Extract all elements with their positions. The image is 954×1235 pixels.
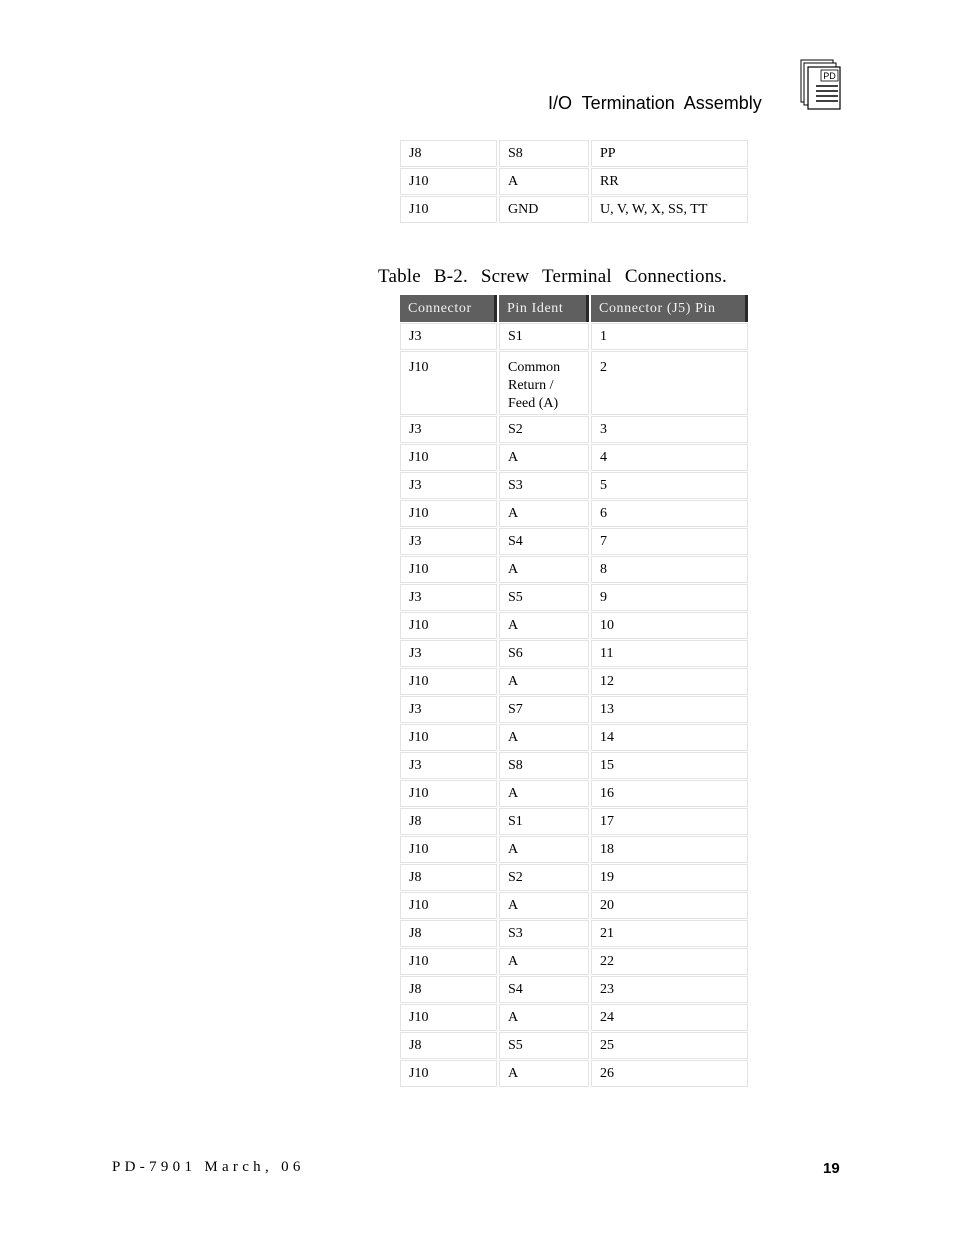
connector-cell: J10 — [400, 892, 497, 919]
pin-cell: 2 — [591, 351, 748, 415]
table-caption: Table B-2. Screw Terminal Connections. — [378, 266, 727, 287]
pd-document-logo — [800, 59, 842, 111]
pin-ident-cell: A — [499, 780, 589, 807]
table-row — [400, 1004, 748, 1031]
connector-cell: J10 — [400, 1004, 497, 1031]
screw-terminal-connections-table — [398, 294, 750, 1088]
connector-cell: J8 — [400, 864, 497, 891]
connector-cell: J3 — [400, 472, 497, 499]
table-row — [400, 976, 748, 1003]
pin-cell: 21 — [591, 920, 748, 947]
table-row — [400, 1032, 748, 1059]
pin-ident-cell: A — [499, 724, 589, 751]
pin-ident-cell: Common Return / Feed (A) — [499, 351, 589, 415]
pin-cell: 16 — [591, 780, 748, 807]
table-row — [400, 351, 748, 415]
table-row — [400, 472, 748, 499]
pin-ident-cell: A — [499, 444, 589, 471]
table-row — [400, 808, 748, 835]
pin-cell: 14 — [591, 724, 748, 751]
connector-cell: J8 — [400, 976, 497, 1003]
table-row — [400, 323, 748, 350]
connector-cell: J3 — [400, 584, 497, 611]
continued-connections-table — [398, 139, 750, 224]
pin-cell: U, V, W, X, SS, TT — [591, 196, 748, 223]
connector-cell: J10 — [400, 836, 497, 863]
pin-cell: 6 — [591, 500, 748, 527]
pin-cell: 23 — [591, 976, 748, 1003]
connector-cell: J10 — [400, 1060, 497, 1087]
connector-cell: J3 — [400, 323, 497, 350]
pin-ident-cell: S7 — [499, 696, 589, 723]
connector-cell: J3 — [400, 752, 497, 779]
header-connector: Connector — [400, 295, 497, 322]
pin-ident-cell: A — [499, 668, 589, 695]
header-connector-j5-pin: Connector (J5) Pin — [591, 295, 748, 322]
pin-cell: 10 — [591, 612, 748, 639]
pin-cell: 22 — [591, 948, 748, 975]
footer-page-number: 19 — [823, 1160, 840, 1177]
table-row — [400, 948, 748, 975]
pin-ident-cell: S8 — [499, 140, 589, 167]
table-row — [400, 1060, 748, 1087]
pin-cell: 18 — [591, 836, 748, 863]
pin-cell: 12 — [591, 668, 748, 695]
table-row — [400, 168, 748, 195]
table-row — [400, 444, 748, 471]
connector-cell: J10 — [400, 668, 497, 695]
pin-ident-cell: S4 — [499, 528, 589, 555]
connector-cell: J8 — [400, 920, 497, 947]
connector-cell: J10 — [400, 948, 497, 975]
table-header-row — [400, 295, 748, 322]
pin-ident-cell: S8 — [499, 752, 589, 779]
pin-ident-cell: A — [499, 168, 589, 195]
table-row — [400, 612, 748, 639]
table-row — [400, 140, 748, 167]
pin-ident-cell: S4 — [499, 976, 589, 1003]
footer-doc-id: PD-7901 March, 06 — [112, 1159, 305, 1175]
connector-cell: J3 — [400, 640, 497, 667]
pin-ident-cell: S6 — [499, 640, 589, 667]
pin-ident-cell: S3 — [499, 920, 589, 947]
pin-ident-cell: S1 — [499, 323, 589, 350]
table-row — [400, 864, 748, 891]
table-row — [400, 640, 748, 667]
pin-cell: 7 — [591, 528, 748, 555]
table-row — [400, 892, 748, 919]
pin-cell: 20 — [591, 892, 748, 919]
connector-cell: J10 — [400, 500, 497, 527]
connector-cell: J10 — [400, 444, 497, 471]
pin-cell: 25 — [591, 1032, 748, 1059]
pin-cell: 24 — [591, 1004, 748, 1031]
pin-ident-cell: S5 — [499, 584, 589, 611]
table-row — [400, 836, 748, 863]
pin-ident-cell: A — [499, 892, 589, 919]
pin-ident-cell: S3 — [499, 472, 589, 499]
table-row — [400, 668, 748, 695]
connector-cell: J8 — [400, 1032, 497, 1059]
pin-cell: 17 — [591, 808, 748, 835]
pin-cell: 19 — [591, 864, 748, 891]
table-row — [400, 556, 748, 583]
pin-ident-cell: S1 — [499, 808, 589, 835]
pin-ident-cell: A — [499, 500, 589, 527]
pin-ident-cell: A — [499, 556, 589, 583]
connector-cell: J10 — [400, 556, 497, 583]
table-row — [400, 416, 748, 443]
pin-cell: 13 — [591, 696, 748, 723]
pin-cell: 3 — [591, 416, 748, 443]
connector-cell: J8 — [400, 140, 497, 167]
table-row — [400, 696, 748, 723]
table-row — [400, 584, 748, 611]
pin-cell: 9 — [591, 584, 748, 611]
pin-ident-cell: A — [499, 612, 589, 639]
pin-ident-cell: A — [499, 836, 589, 863]
table-row — [400, 196, 748, 223]
pin-cell: RR — [591, 168, 748, 195]
pin-cell: 26 — [591, 1060, 748, 1087]
connector-cell: J3 — [400, 528, 497, 555]
logo-text: PD — [823, 71, 836, 81]
pin-ident-cell: GND — [499, 196, 589, 223]
connector-cell: J10 — [400, 724, 497, 751]
pin-ident-cell: S5 — [499, 1032, 589, 1059]
header-pin-ident: Pin Ident — [499, 295, 589, 322]
connector-cell: J10 — [400, 168, 497, 195]
pin-cell: 4 — [591, 444, 748, 471]
pin-cell: 5 — [591, 472, 748, 499]
connector-cell: J3 — [400, 416, 497, 443]
table-row — [400, 528, 748, 555]
connector-cell: J10 — [400, 196, 497, 223]
connector-cell: J10 — [400, 351, 497, 415]
pin-ident-cell: S2 — [499, 864, 589, 891]
table-row — [400, 752, 748, 779]
pin-ident-cell: A — [499, 1004, 589, 1031]
pin-cell: PP — [591, 140, 748, 167]
page-header-title: I/O Termination Assembly — [548, 93, 762, 113]
pin-cell: 1 — [591, 323, 748, 350]
pin-ident-cell: S2 — [499, 416, 589, 443]
connector-cell: J10 — [400, 612, 497, 639]
pin-ident-cell: A — [499, 1060, 589, 1087]
connector-cell: J8 — [400, 808, 497, 835]
pin-cell: 11 — [591, 640, 748, 667]
table-row — [400, 780, 748, 807]
table-row — [400, 920, 748, 947]
table-row — [400, 500, 748, 527]
pin-cell: 8 — [591, 556, 748, 583]
table-row — [400, 724, 748, 751]
connector-cell: J10 — [400, 780, 497, 807]
pin-cell: 15 — [591, 752, 748, 779]
connector-cell: J3 — [400, 696, 497, 723]
pin-ident-cell: A — [499, 948, 589, 975]
